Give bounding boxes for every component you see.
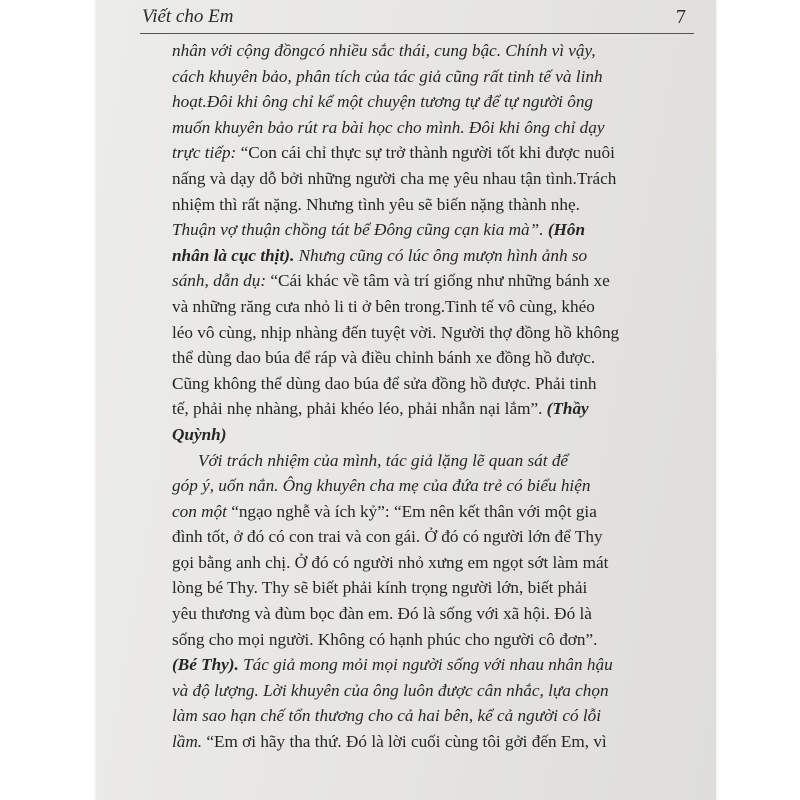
text-segment: (Hôn [547,220,586,240]
text-line [172,396,692,422]
header-divider [140,33,694,34]
running-title: Viết cho Em [142,6,234,27]
text-segment: Quỳnh) [172,424,227,444]
text-segment: Tác giả mong mỏi mọi người sống với nhau nhân hậu [243,655,613,675]
text-line [172,448,692,474]
book-page [96,0,716,800]
page-header [96,0,716,34]
text-line [172,550,692,576]
text-segment: “ngạo nghễ và ích kỷ” [231,501,385,521]
text-line [172,64,692,90]
text-line [172,89,692,115]
text-segment: lầm. [172,732,207,752]
text-line [172,678,692,704]
text-segment: đình tốt, ở đó có con trai và con gái. Ở đó có người lớn để Thy [172,527,603,547]
text-segment: góp ý, uốn nắn. Ông khuyên cha mẹ của đứa trẻ có biểu hiện [172,476,591,496]
text-line [172,38,692,64]
text-segment: thể dùng dao búa để ráp và điều chỉnh bánh xe đồng hồ được. [172,348,596,368]
text-line [172,166,692,192]
text-segment: sánh, dẫn dụ: [172,271,271,291]
text-line [172,217,692,243]
text-segment: (Bé Thy). [172,655,244,675]
text-segment: và độ lượng. Lời khuyên của ông luôn được cân nhắc, lựa chọn [172,680,609,700]
text-segment: hoạt.Đôi khi ông chỉ kể một chuyện tương tự để tự người ông [172,92,594,112]
text-line [172,140,692,166]
text-line [172,320,692,346]
text-segment: “Cái khác về tâm và trí giống như những bánh xe [270,271,610,291]
text-segment: và những răng cưa nhỏ li ti ở bên trong.Tinh tế vô cùng, khéo [172,296,595,316]
text-segment: nhân với cộng đồngcó nhiều sắc thái, cung bậc. Chính vì vậy, [172,41,596,60]
text-line [172,703,692,729]
text-segment: làm sao hạn chế tổn thương cho cả hai bên, kể cả người có lỗi [172,706,601,726]
text-line [172,627,692,653]
text-segment: con một [172,501,232,521]
text-line [172,524,692,550]
text-line [172,575,692,601]
text-segment: nhiệm thì rất nặng. Nhưng tình yêu sẽ biến nặng thành nhẹ. [172,194,580,214]
text-segment: “Con cái chỉ thực sự trở thành người tốt khi được nuôi [240,143,615,163]
text-segment: Nhưng cũng có lúc ông mượn hình ảnh so [298,245,588,265]
text-line [172,345,692,371]
text-line [172,473,692,499]
text-line [172,499,692,525]
text-line [172,729,692,755]
text-segment: gọi bằng anh chị. Ở đó có người nhỏ xưng em ngọt sớt làm mát [172,552,609,572]
text-line [172,601,692,627]
text-line [172,371,692,397]
text-segment: muốn khuyên bảo rút ra bài học cho mình. Đôi khi ông chỉ dạy [172,117,605,137]
text-segment: : “Em nên kết thân với một gia [384,501,597,521]
page-number: 7 [676,6,686,28]
text-line [172,294,692,320]
text-segment: cách khuyên bảo, phân tích của tác giả cũng rất tinh tế và linh [172,66,603,86]
text-segment: Với trách nhiệm của mình, tác giả lặng lẽ quan sát để [198,450,569,470]
text-segment: Thuận vợ thuận chồng tát bể Đông cũng cạn kia mà”. [172,220,548,240]
text-segment: yêu thương và đùm bọc đàn em. Đó là sống với xã hội. Đó là [172,604,592,624]
text-segment: Cũng không thể dùng dao búa để sửa đồng hồ được. Phải tinh [172,373,597,393]
text-line [172,268,692,294]
text-segment: trực tiếp: [172,143,241,163]
text-line [172,192,692,218]
text-line [172,652,692,678]
text-segment: lòng bé Thy. Thy sẽ biết phải kính trọng người lớn, biết phải [172,578,588,598]
text-line [172,422,692,448]
text-segment: “Em ơi hãy tha thứ. Đó là lời cuối cùng tôi gởi đến Em, vì [206,732,607,752]
text-segment: sống cho mọi người. Không có hạnh phúc cho người cô đơn”. [172,629,598,649]
text-segment: nấng và dạy dỗ bởi những người cha mẹ yêu nhau tận tình.Trách [172,168,617,188]
text-segment: (Thầy [546,399,589,419]
text-line [172,243,692,269]
text-segment: tế, phải nhẹ nhàng, phải khéo léo, phải nhẫn nại lắm”. [172,399,547,419]
text-segment: nhân là cục thịt). [172,245,299,265]
text-segment: léo vô cùng, nhịp nhàng đến tuyệt vời. Người thợ đồng hồ không [172,322,620,342]
text-line [172,115,692,141]
body-text [172,38,692,755]
